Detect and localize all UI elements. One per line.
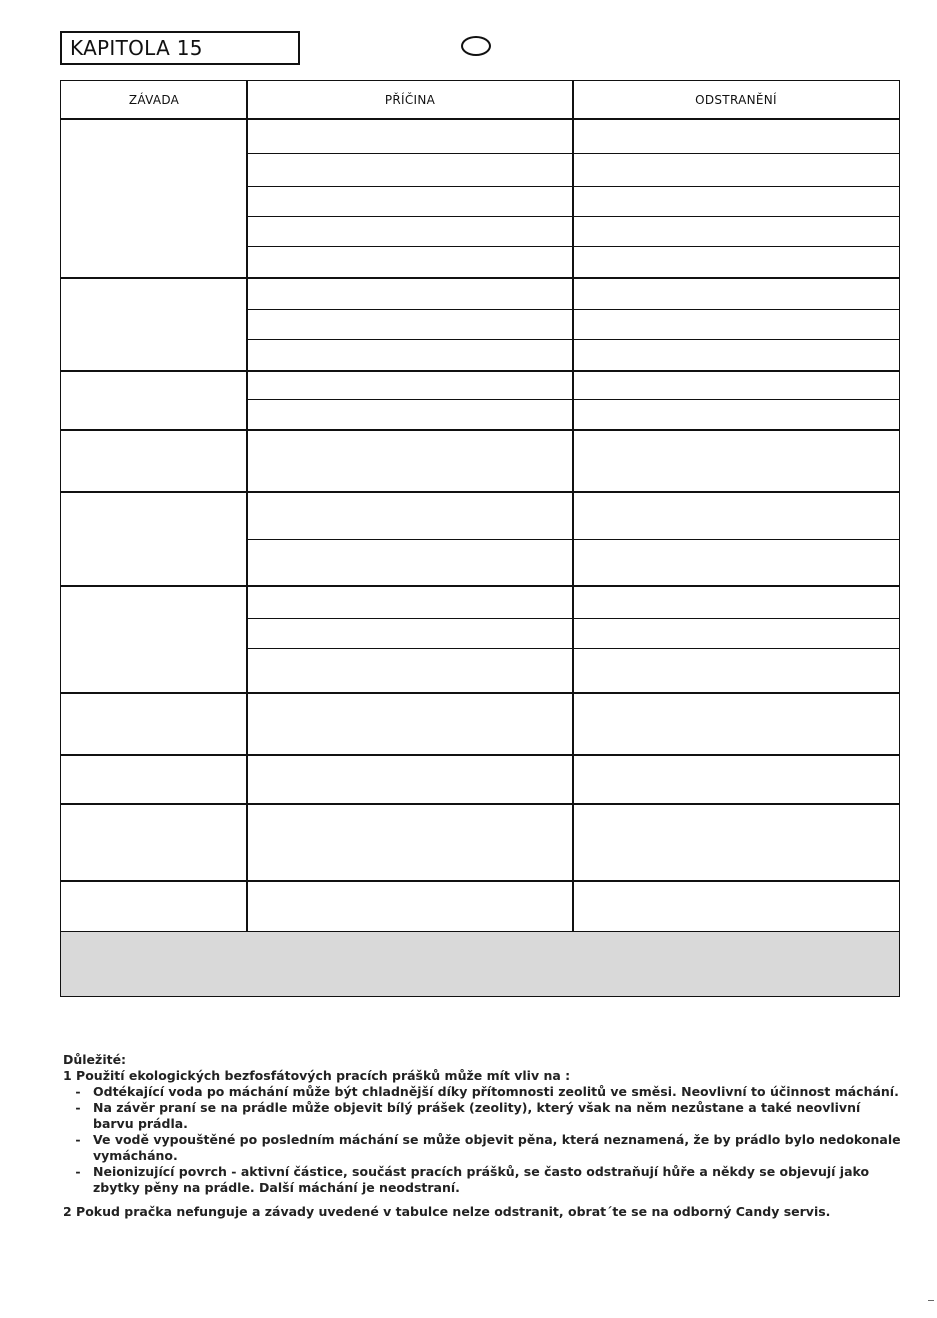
bullet-text: Na závěr praní se na prádle může objevit bílý prášek (zeolity), který však na něm nezůstane a také neovlivní barvu prádla. (93, 1100, 861, 1131)
row-line (247, 648, 899, 649)
bullet-marker: - (75, 1164, 81, 1179)
group-line (61, 429, 899, 431)
group-line (61, 370, 899, 372)
group-line (61, 585, 899, 587)
note-bullet (63, 1132, 903, 1164)
troubleshooting-table (60, 80, 900, 997)
row-line (247, 186, 899, 187)
row-line (247, 246, 899, 247)
row-line (247, 618, 899, 619)
row-line (247, 399, 899, 400)
row-line (247, 216, 899, 217)
header-remedy: ODSTRANĚNÍ (695, 93, 777, 107)
row-line (247, 539, 899, 540)
group-line (61, 754, 899, 756)
header-cause: PŘÍČINA (384, 93, 436, 107)
notes-section (63, 1052, 903, 1220)
gray-note-band (61, 931, 899, 996)
group-line (61, 491, 899, 493)
row-line (247, 339, 899, 340)
row-line (247, 153, 899, 154)
language-badge (461, 36, 491, 56)
note-1-intro: 1 Použití ekologických bezfosfátových pracích prášků může mít vliv na : (63, 1068, 571, 1083)
header-divider (61, 118, 899, 120)
group-line (61, 880, 899, 882)
note-bullet (63, 1084, 903, 1100)
note-bullet (63, 1100, 903, 1132)
bullet-marker: - (75, 1100, 81, 1115)
group-line (61, 803, 899, 805)
chapter-title: KAPITOLA 15 (60, 31, 300, 65)
group-line (61, 277, 899, 279)
group-line (61, 692, 899, 694)
edge-mark (928, 1300, 934, 1301)
bullet-marker: - (75, 1132, 81, 1147)
bullet-text: Odtékající voda po máchání může být chladnější díky přítomnosti zeolitů ve směsi. Neovlivní to účinnost máchání. (93, 1084, 899, 1099)
bullet-text: Ve vodě vypouštěné po posledním máchání se může objevit pěna, která neznamená, že by prádlo bylo nedokonale vymácháno. (93, 1132, 901, 1163)
header-fault: ZÁVADA (128, 93, 180, 107)
row-line (247, 309, 899, 310)
notes-heading: Důležité: (63, 1052, 127, 1067)
note-2: 2 Pokud pračka nefunguje a závady uvedené v tabulce nelze odstranit, obrat´te se na odborný Candy servis. (63, 1204, 831, 1219)
note-bullet (63, 1164, 903, 1196)
bullet-marker: - (75, 1084, 81, 1099)
bullet-text: Neionizující povrch - aktivní částice, součást pracích prášků, se často odstraňují hůře a někdy se objevují jako zbytky pěny na prádle. Další máchání je neodstraní. (93, 1164, 870, 1195)
